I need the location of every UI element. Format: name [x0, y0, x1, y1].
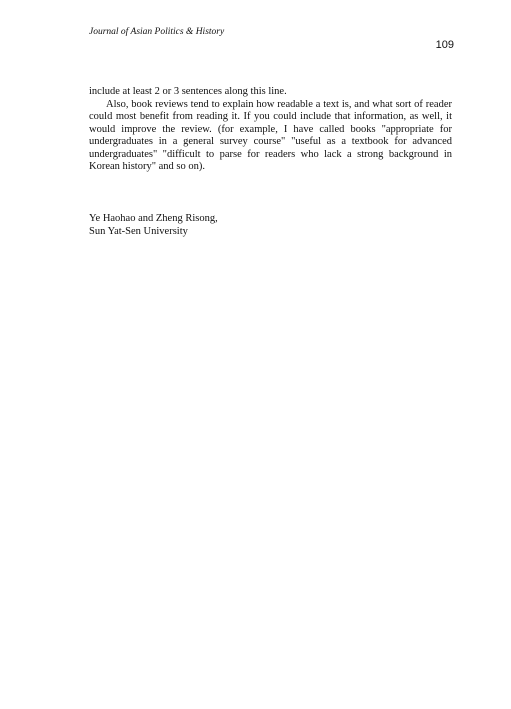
author-affiliation: Sun Yat-Sen University: [89, 225, 188, 237]
paragraph: include at least 2 or 3 sentences along this line.: [89, 86, 287, 97]
author-names: Ye Haohao and Zheng Risong,: [89, 213, 218, 224]
paragraph: Also, book reviews tend to explain how readable a text is, and what sort of reader could most benefit from reading it. If you could include that information, as well, it would improve the review. (for example, I have called books "appropriate for undergraduates in a general survey course" "useful as a textbook for advanced undergraduates" "difficult to parse for readers who lack a strong background in Korean history" and so on).: [89, 98, 452, 172]
signature-block: [89, 213, 218, 238]
body-text: [89, 86, 452, 174]
journal-title: Journal of Asian Politics & History: [89, 27, 225, 37]
page-number: 109: [435, 39, 454, 51]
